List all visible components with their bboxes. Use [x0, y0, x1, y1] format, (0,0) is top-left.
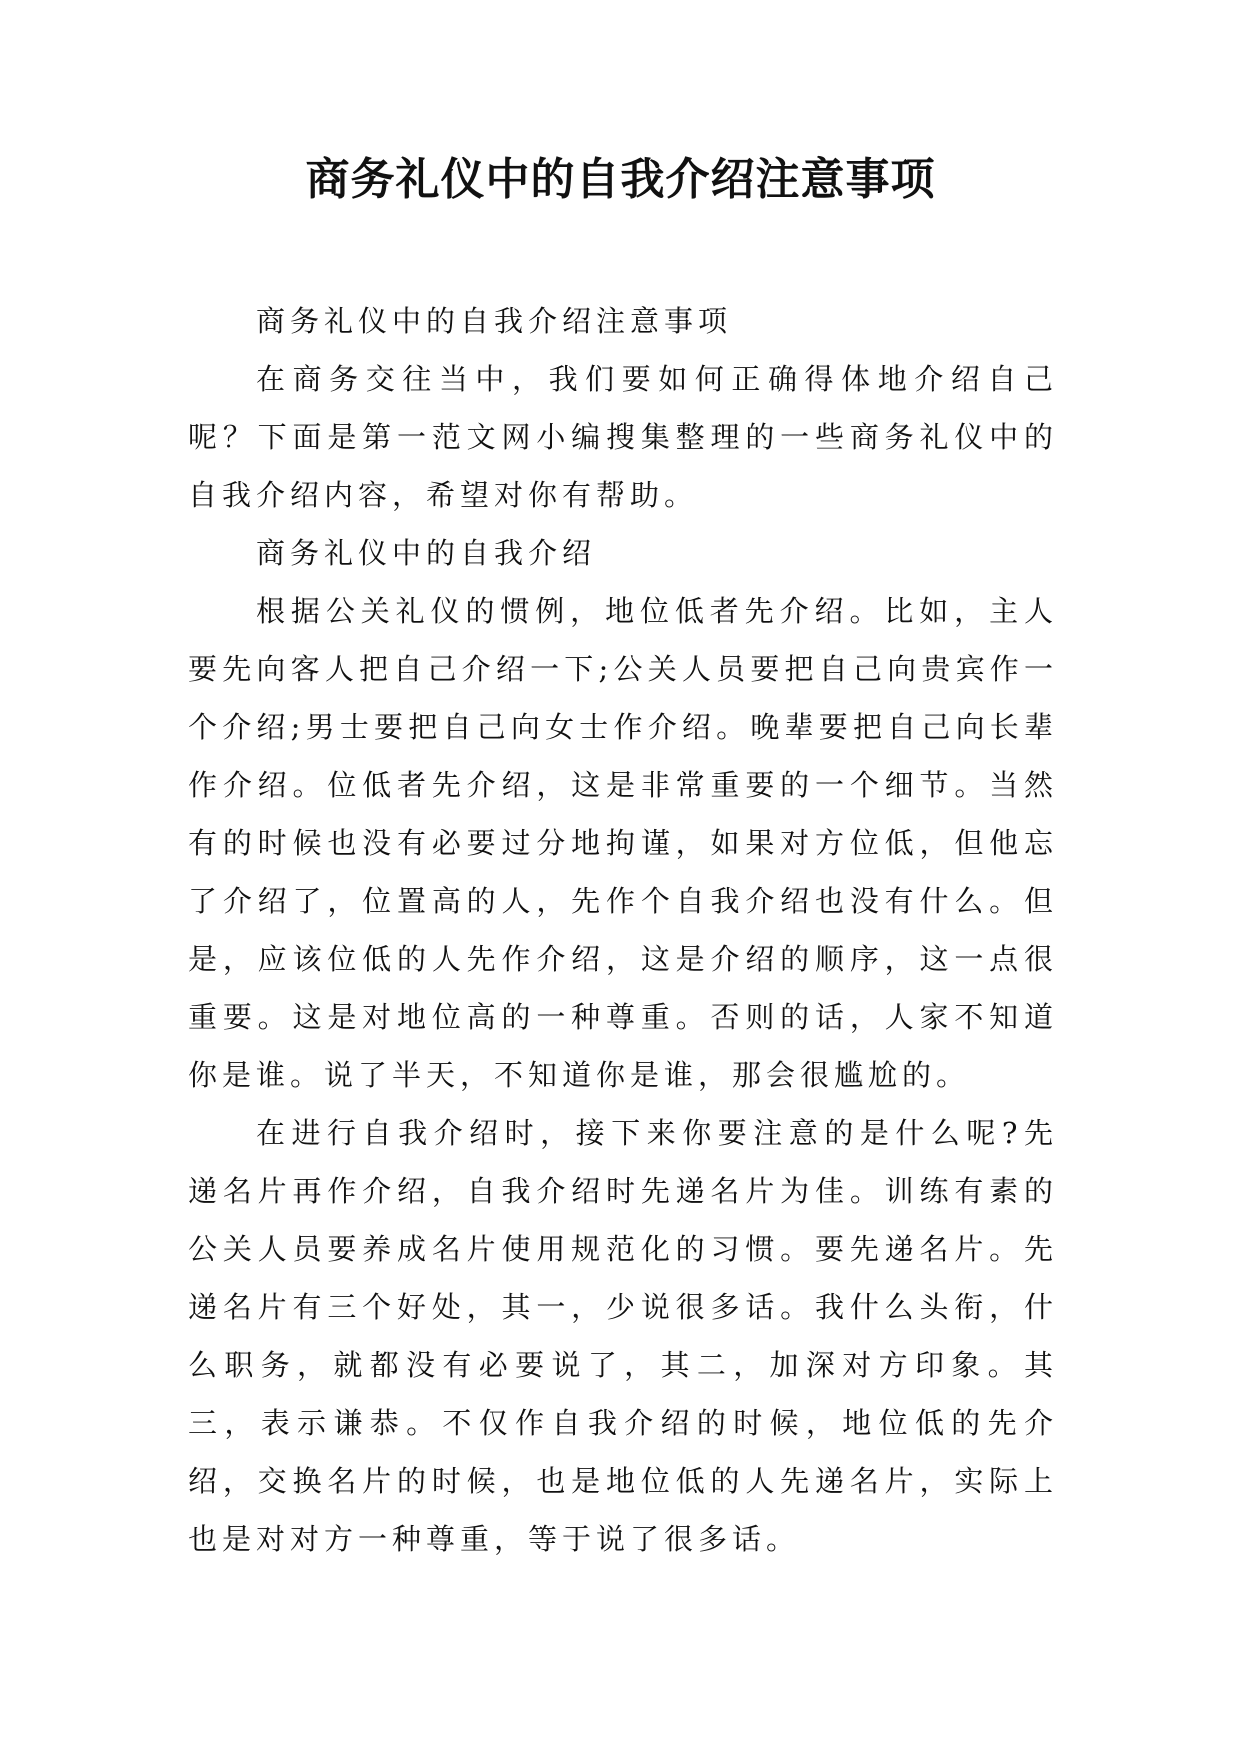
paragraph-intro: 在商务交往当中，我们要如何正确得体地介绍自己呢？下面是第一范文网小编搜集整理的一些商务礼仪中的自我介绍内容，希望对你有帮助。 [188, 362, 1058, 512]
paragraph-business-card: 在进行自我介绍时，接下来你要注意的是什么呢?先递名片再作介绍，自我介绍时先递名片为佳。训练有素的公关人员要养成名片使用规范化的习惯。要先递名片。先递名片有三个好处，其一，少说很多话。我什么头衔，什么职务，就都没有必要说了，其二，加深对方印象。其三，表示谦恭。不仅作自我介绍的时候，地位低的先介绍，交换名片的时候，也是地位低的人先递名片，实际上也是对对方一种尊重，等于说了很多话。 [188, 1116, 1058, 1556]
paragraph-order: 根据公关礼仪的惯例，地位低者先介绍。比如，主人要先向客人把自己介绍一下;公关人员要把自己向贵宾作一个介绍;男士要把自己向女士作介绍。晚辈要把自己向长辈作介绍。位低者先介绍，这是非常重要的一个细节。当然有的时候也没有必要过分地拘谨，如果对方位低，但他忘了介绍了，位置高的人，先作个自我介绍也没有什么。但是，应该位低的人先作介绍，这是介绍的顺序，这一点很重要。这是对地位高的一种尊重。否则的话，人家不知道你是谁。说了半天，不知道你是谁，那会很尴尬的。 [188, 594, 1058, 1092]
document-title: 商务礼仪中的自我介绍注意事项 [305, 154, 936, 205]
paragraph-heading: 商务礼仪中的自我介绍 [256, 536, 597, 570]
document-body [188, 292, 1058, 1568]
paragraph-subtitle: 商务礼仪中的自我介绍注意事项 [256, 304, 733, 338]
